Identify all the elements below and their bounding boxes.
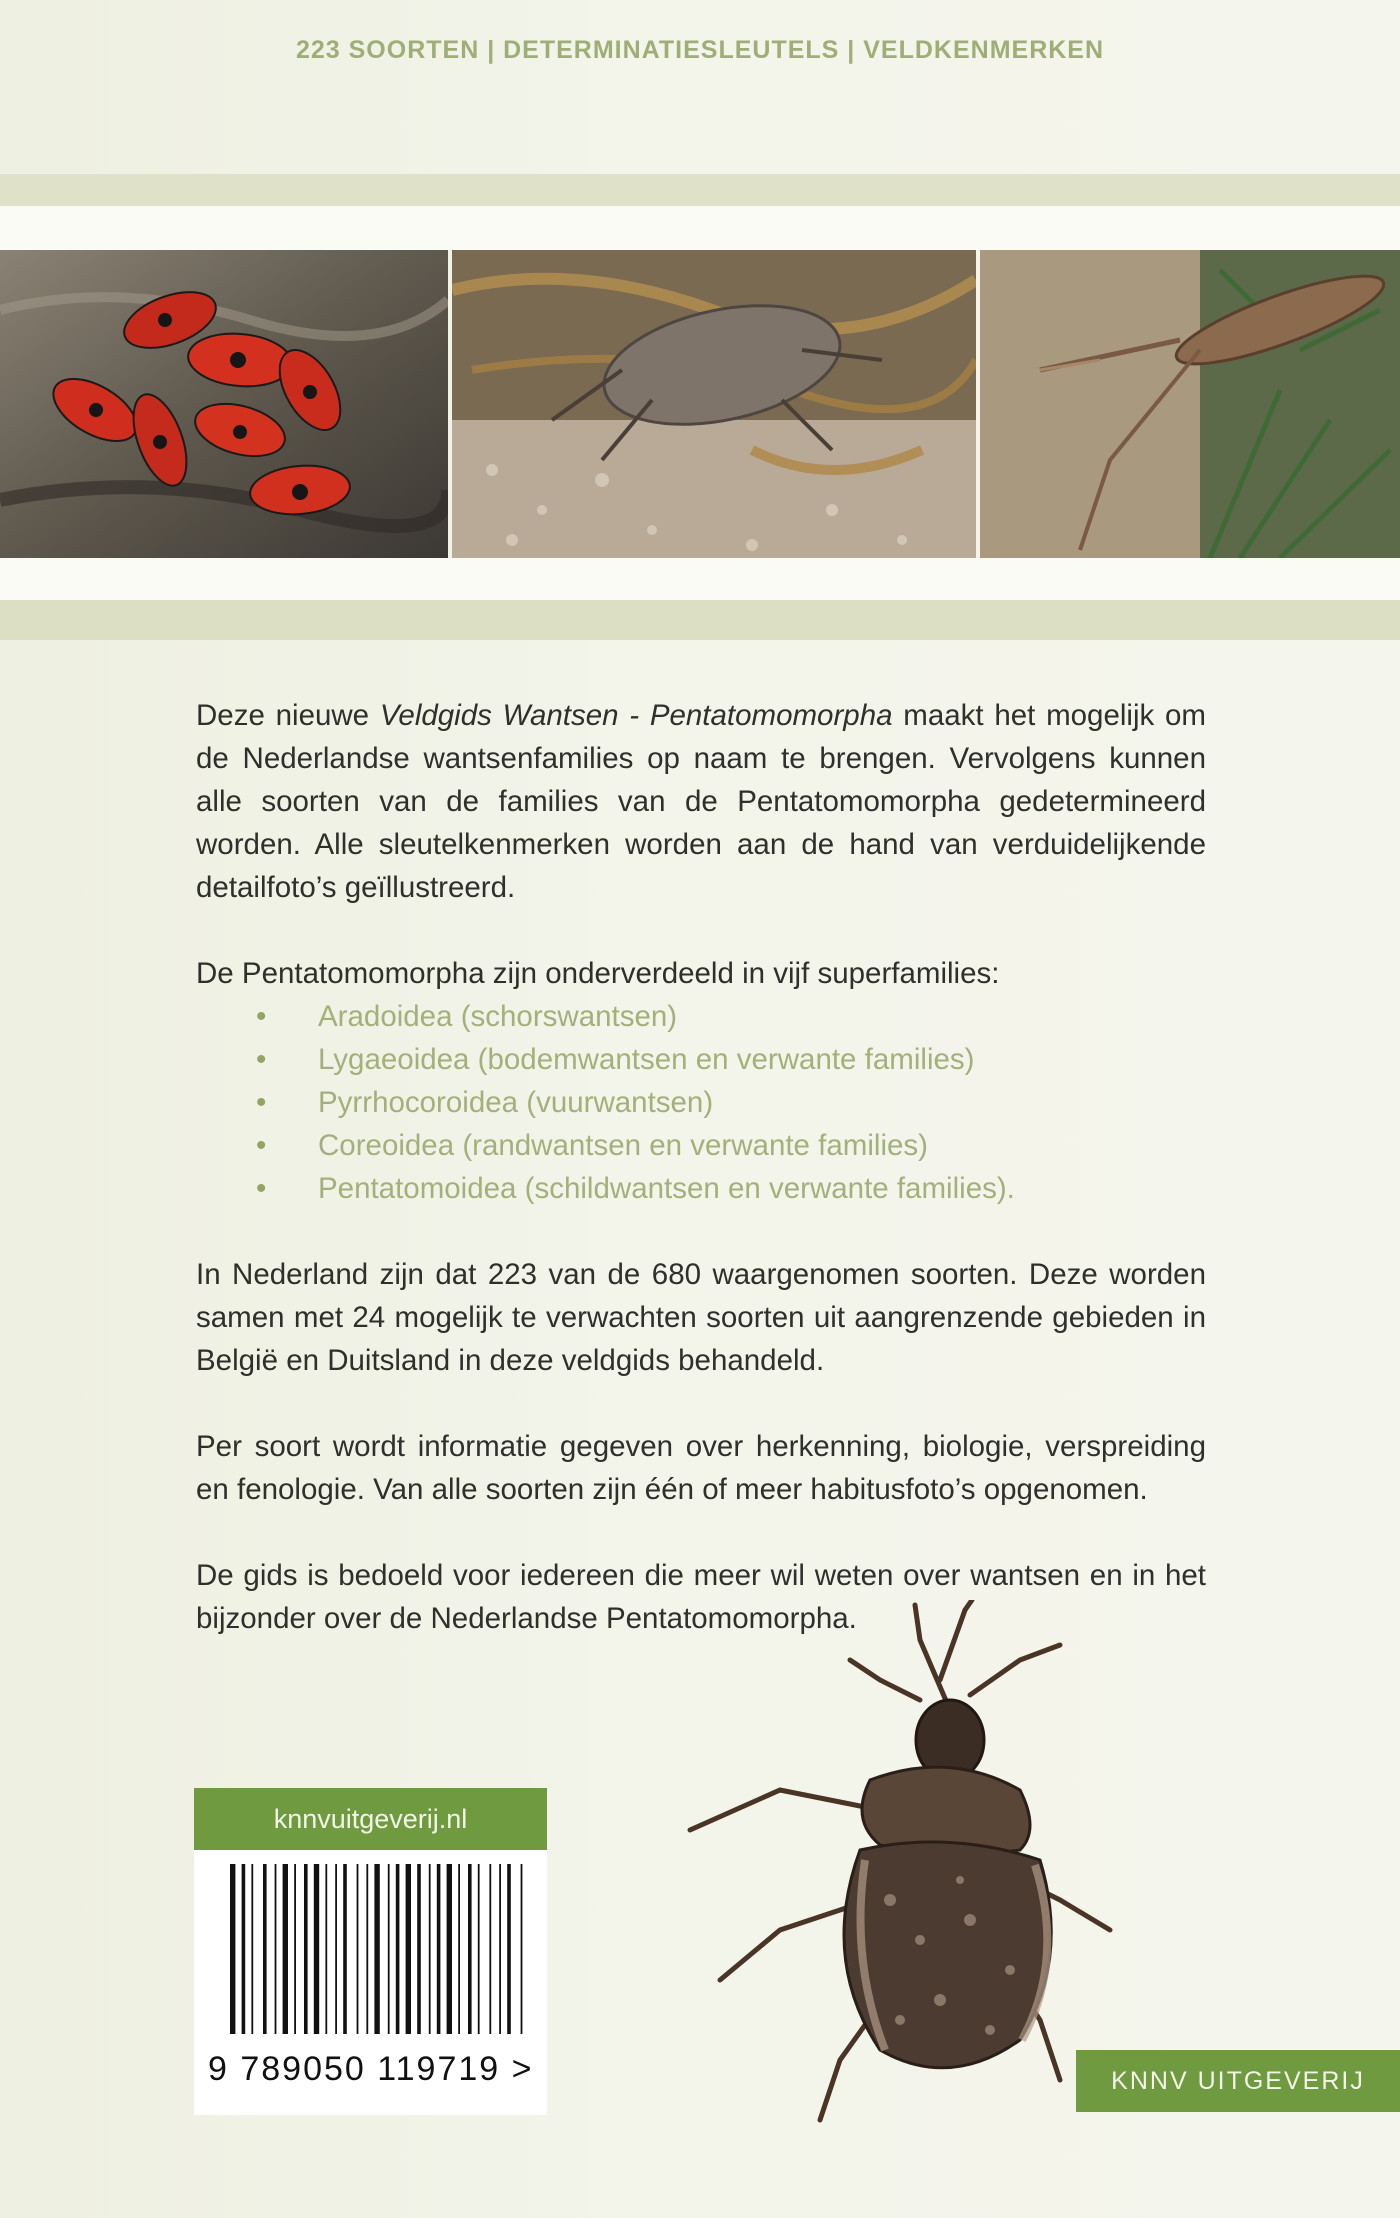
barcode-bars bbox=[194, 1850, 547, 2050]
barcode-bar bbox=[335, 1864, 337, 2034]
publisher-website: knnvuitgeverij.nl bbox=[194, 1788, 547, 1850]
publisher-name: KNNV UITGEVERIJ bbox=[1076, 2050, 1400, 2112]
list-item: • Lygaeoidea (bodemwantsen en verwante families) bbox=[196, 1038, 1206, 1081]
photo-strip bbox=[0, 250, 1400, 558]
barcode-bar bbox=[242, 1864, 246, 2034]
barcode-bar bbox=[521, 1864, 523, 2034]
list-item: • Pyrrhocoroidea (vuurwantsen) bbox=[196, 1081, 1206, 1124]
list-item: • Coreoidea (randwantsen en verwante families) bbox=[196, 1124, 1206, 1167]
firebug-cluster-photo bbox=[0, 250, 448, 558]
book-title: Veldgids Wantsen - Pentatomomorpha bbox=[379, 699, 893, 732]
description bbox=[196, 694, 1206, 1683]
barcode-bar bbox=[507, 1864, 511, 2034]
barcode-bar bbox=[429, 1864, 431, 2034]
list-item: • Aradoidea (schorswantsen) bbox=[196, 995, 1206, 1038]
barcode-bar bbox=[275, 1864, 277, 2034]
tagline: 223 SOORTEN | DETERMINATIESLEUTELS | VELDKENMERKEN bbox=[295, 36, 1105, 64]
barcode-bar bbox=[447, 1864, 452, 2034]
leaf-footed-bug-photo bbox=[980, 250, 1400, 558]
barcode-bar bbox=[357, 1864, 359, 2034]
decorative-band bbox=[0, 600, 1400, 640]
isbn-barcode bbox=[194, 1850, 547, 2115]
decorative-band bbox=[0, 206, 1400, 250]
superfamily-list bbox=[196, 995, 1206, 1210]
barcode-bar bbox=[437, 1864, 441, 2034]
barcode-bar bbox=[458, 1864, 460, 2034]
barcode-bar bbox=[406, 1864, 411, 2034]
isbn-number: 9 789050 119719 > bbox=[208, 2050, 534, 2088]
superfamilies-intro: De Pentatomomorpha zijn onderverdeeld in vijf superfamilies: bbox=[196, 957, 1000, 990]
species-info-paragraph: Per soort wordt informatie gegeven over herkenning, biologie, verspreiding en fenologie. Van alle soorten zijn één of meer habitusfoto’s opgenomen. bbox=[196, 1430, 1206, 1506]
intro-text-b: maakt het mogelijk om de Nederlandse wantsenfamilies op naam te brengen. Vervolgens kunnen alle soorten van de families van de Pentatomomorpha gedetermineerd worden. Alle sleutelkenmerken worden aan de hand van verduidelijkende detailfoto’s geïllustreerd. bbox=[196, 699, 1206, 904]
barcode-bar bbox=[468, 1864, 472, 2034]
flat-bug-on-moss-photo bbox=[452, 250, 976, 558]
intro-text-a: Deze nieuwe bbox=[196, 699, 380, 732]
flat-bug-illustration bbox=[620, 1600, 1140, 2160]
barcode-bar bbox=[230, 1864, 235, 2034]
barcode-bar bbox=[499, 1864, 501, 2034]
intro-paragraph bbox=[196, 694, 1206, 909]
barcode-bar bbox=[314, 1864, 319, 2034]
barcode-bar bbox=[396, 1864, 400, 2034]
barcode-bar bbox=[374, 1864, 379, 2034]
audience-paragraph: De gids is bedoeld voor iedereen die meer wil weten over wantsen en in het bijzonder over de Nederlandse Pentatomomorpha. bbox=[196, 1559, 1206, 1635]
barcode-bar bbox=[417, 1864, 421, 2034]
barcode-bar bbox=[388, 1864, 390, 2034]
barcode-bar bbox=[263, 1864, 267, 2034]
list-item: • Pentatomoidea (schildwantsen en verwante families). bbox=[196, 1167, 1206, 1210]
barcode-bar bbox=[283, 1864, 288, 2034]
barcode-bar bbox=[325, 1864, 327, 2034]
barcode-bar bbox=[294, 1864, 296, 2034]
barcode-bar bbox=[489, 1864, 491, 2034]
barcode-bar bbox=[251, 1864, 253, 2034]
decorative-band bbox=[0, 558, 1400, 600]
barcode-bar bbox=[478, 1864, 480, 2034]
barcode-bar bbox=[343, 1864, 347, 2034]
decorative-band bbox=[0, 174, 1400, 206]
species-count-paragraph: In Nederland zijn dat 223 van de 680 waargenomen soorten. Deze worden samen met 24 mogelijk te verwachten soorten uit aangrenzende gebieden in België en Duitsland in deze veldgids behandeld. bbox=[196, 1258, 1206, 1377]
barcode-bar bbox=[304, 1864, 308, 2034]
barcode-bar bbox=[366, 1864, 368, 2034]
